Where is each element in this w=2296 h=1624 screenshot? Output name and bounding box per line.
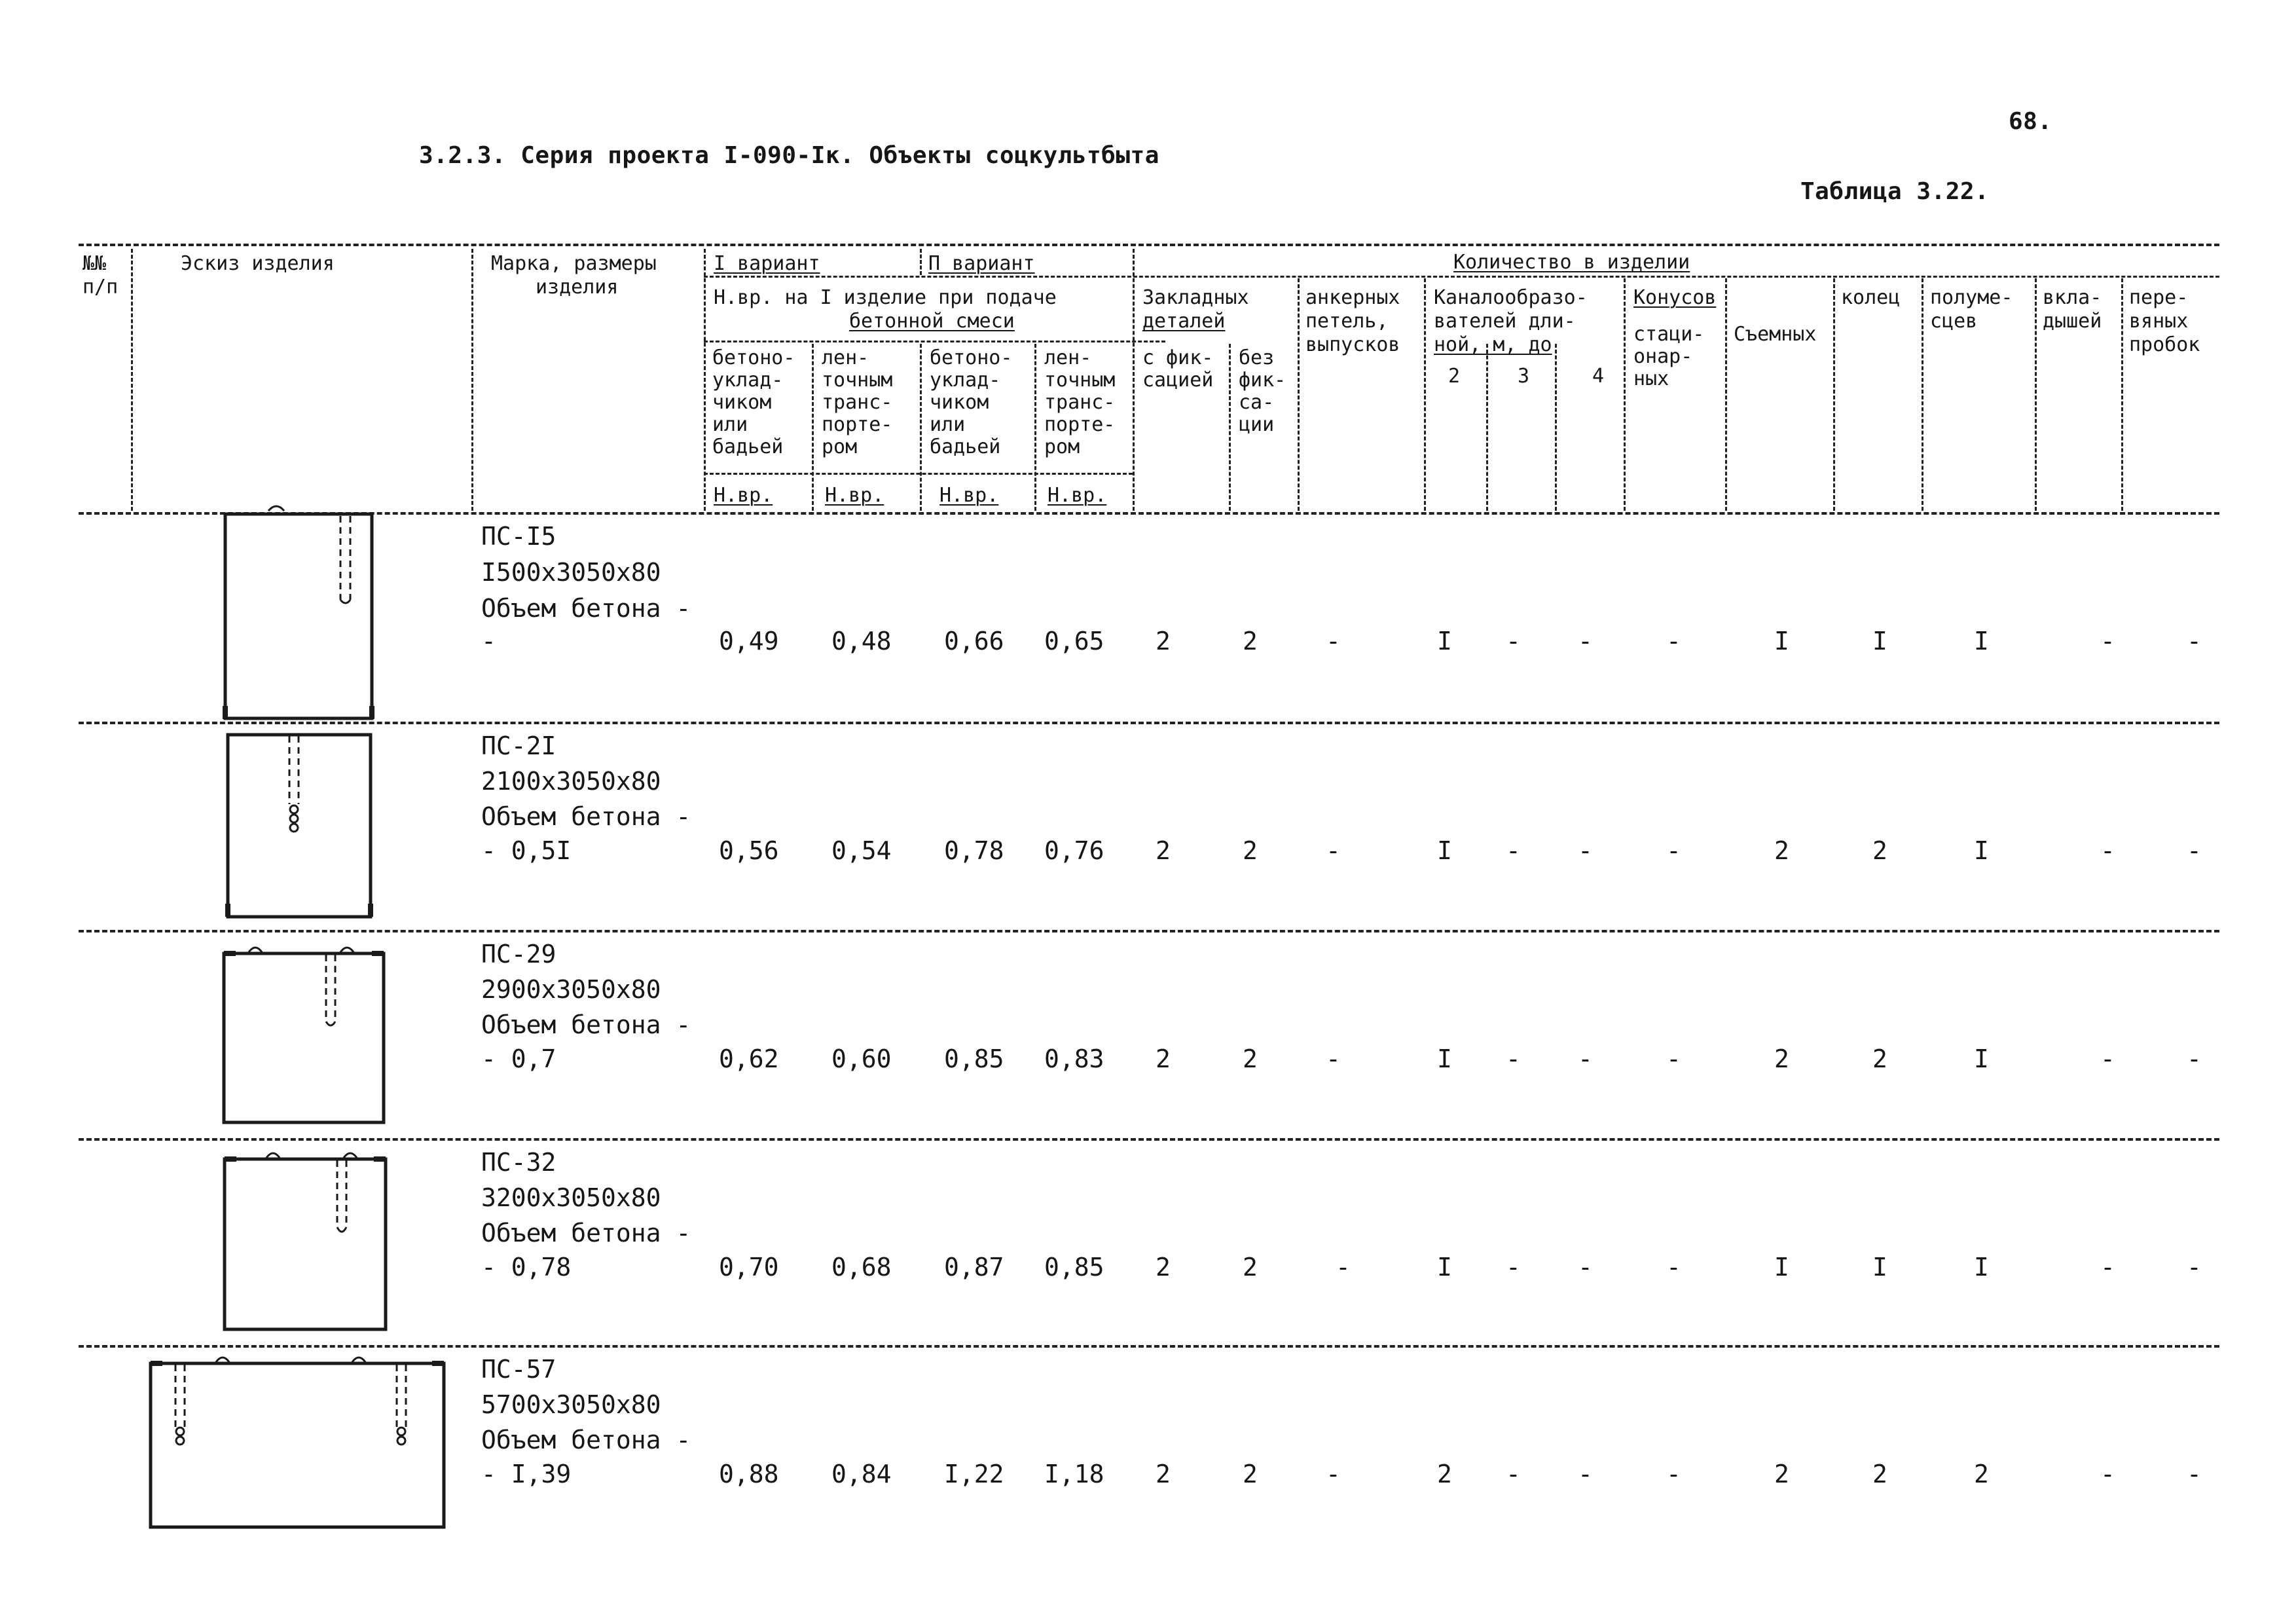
col-divider-mark bbox=[704, 249, 706, 511]
cell-nofix: 2 bbox=[1243, 1044, 1258, 1073]
col-divider-half bbox=[2035, 278, 2037, 511]
hdr-v1a-5: бадьей bbox=[712, 435, 784, 458]
cell-v1a: 0,56 bbox=[719, 836, 779, 865]
cell-stat: - bbox=[1666, 627, 1681, 655]
hdr-inserts-2: дышей bbox=[2043, 310, 2102, 333]
col-divider-rings bbox=[1922, 278, 1923, 511]
row-volume: - I,39 bbox=[481, 1460, 572, 1488]
col-divider-v2a bbox=[1034, 344, 1036, 511]
cell-plugs: - bbox=[2187, 1253, 2202, 1282]
col-divider-num bbox=[131, 249, 133, 511]
row-separator-3 bbox=[79, 1138, 2219, 1141]
hdr-v2a-5: бадьей bbox=[930, 435, 1001, 458]
hdr-num-1: №№ bbox=[82, 252, 107, 275]
hdr-plugs-2: вяных bbox=[2129, 310, 2189, 333]
col-divider-sketch bbox=[471, 249, 473, 511]
hdr-v1b-5: ром bbox=[822, 435, 858, 458]
hdr-norm-2: бетонной смеси bbox=[849, 310, 1015, 333]
cell-v1b: 0,60 bbox=[831, 1044, 892, 1073]
cell-v2b: 0,85 bbox=[1044, 1253, 1104, 1282]
header-rule-2 bbox=[704, 341, 1165, 342]
hdr-unit-v2b: Н.вр. bbox=[1048, 484, 1107, 507]
cell-v2a: I,22 bbox=[944, 1460, 1004, 1488]
cell-anchor: - bbox=[1326, 627, 1341, 655]
col-divider-v1a bbox=[812, 344, 814, 511]
table-label: Таблица 3.22. bbox=[1800, 178, 1990, 205]
hdr-v2b-4: порте- bbox=[1044, 413, 1116, 436]
hdr-num-2: п/п bbox=[82, 276, 118, 299]
hdr-v1b-3: транс- bbox=[822, 391, 893, 414]
row-mark: ПС-I5 bbox=[481, 522, 556, 551]
row-size: 2900x3050x80 bbox=[481, 975, 661, 1004]
hdr-ch3: 3 bbox=[1518, 365, 1530, 388]
row-separator-2 bbox=[79, 930, 2219, 932]
cell-ins: - bbox=[2100, 627, 2115, 655]
hdr-anchor-1: анкерных bbox=[1305, 286, 1400, 309]
page-number: 68. bbox=[2009, 108, 2052, 135]
cell-half: I bbox=[1974, 627, 1989, 655]
hdr-v2b-2: точным bbox=[1044, 369, 1116, 392]
cell-v1b: 0,84 bbox=[831, 1460, 892, 1488]
row-mark: ПС-29 bbox=[481, 940, 556, 969]
cell-rem: I bbox=[1774, 627, 1789, 655]
col-divider-var1-var2 bbox=[920, 249, 922, 275]
cell-v1b: 0,68 bbox=[831, 1253, 892, 1282]
hdr-stat-2: онар- bbox=[1633, 345, 1693, 368]
hdr-channel-3: ной, м, до bbox=[1434, 333, 1552, 356]
cell-nofix: 2 bbox=[1243, 1253, 1258, 1282]
hdr-stat-1: стаци- bbox=[1633, 323, 1705, 346]
hdr-half-2: сцев bbox=[1930, 310, 1978, 333]
header-bottom-border bbox=[79, 512, 2219, 515]
cell-v2a: 0,78 bbox=[944, 836, 1004, 865]
hdr-v1a-4: или bbox=[712, 413, 748, 436]
cell-rings: I bbox=[1872, 1253, 1887, 1282]
hdr-v2a-4: или bbox=[930, 413, 966, 436]
row-mark: ПС-57 bbox=[481, 1355, 556, 1384]
col-divider-rem bbox=[1833, 278, 1835, 511]
row-size: 3200x3050x80 bbox=[481, 1183, 661, 1212]
col-divider-ins bbox=[2121, 278, 2123, 511]
row-volume: - 0,5I bbox=[481, 836, 572, 865]
row-volume-label: Объем бетона - bbox=[481, 1219, 691, 1247]
cell-ins: - bbox=[2100, 1253, 2115, 1282]
hdr-inserts-1: вкла- bbox=[2043, 286, 2102, 309]
hdr-v2a-3: чиком bbox=[930, 391, 989, 414]
hdr-v2a-2: уклад- bbox=[930, 369, 1001, 392]
hdr-stat-3: ных bbox=[1633, 367, 1669, 390]
cell-fix: 2 bbox=[1156, 1044, 1171, 1073]
hdr-embedded-1: Закладных bbox=[1142, 286, 1249, 309]
row-volume-label: Объем бетона - bbox=[481, 594, 691, 623]
cell-ch3: - bbox=[1506, 1460, 1521, 1488]
row-volume-label: Объем бетона - bbox=[481, 1010, 691, 1039]
hdr-cones: Конусов bbox=[1633, 286, 1717, 309]
cell-fix: 2 bbox=[1156, 1253, 1171, 1282]
hdr-sketch: Эскиз изделия bbox=[181, 252, 335, 275]
sketch-ps-21 bbox=[217, 726, 381, 922]
cell-ch3: - bbox=[1506, 1044, 1521, 1073]
cell-plugs: - bbox=[2187, 1460, 2202, 1488]
col-divider-ch2 bbox=[1486, 344, 1488, 511]
row-volume: - bbox=[481, 627, 496, 655]
col-divider-stat bbox=[1725, 278, 1727, 511]
col-divider-ch3 bbox=[1555, 344, 1557, 511]
hdr-v1a-3: чиком bbox=[712, 391, 772, 414]
cell-stat: - bbox=[1666, 836, 1681, 865]
header-rule-3 bbox=[704, 473, 1133, 475]
cell-ch2: I bbox=[1437, 836, 1452, 865]
cell-v2a: 0,87 bbox=[944, 1253, 1004, 1282]
row-volume-label: Объем бетона - bbox=[481, 802, 691, 831]
hdr-plugs-3: пробок bbox=[2129, 333, 2200, 356]
cell-ch2: I bbox=[1437, 1253, 1452, 1282]
hdr-var1: I вариант bbox=[714, 252, 820, 275]
cell-nofix: 2 bbox=[1243, 627, 1258, 655]
cell-ins: - bbox=[2100, 1044, 2115, 1073]
cell-fix: 2 bbox=[1156, 1460, 1171, 1488]
cell-stat: - bbox=[1666, 1044, 1681, 1073]
cell-stat: - bbox=[1666, 1460, 1681, 1488]
cell-nofix: 2 bbox=[1243, 836, 1258, 865]
row-size: I500x3050x80 bbox=[481, 558, 661, 587]
hdr-removable: Съемных bbox=[1734, 323, 1817, 346]
cell-anchor: - bbox=[1326, 836, 1341, 865]
sketch-ps-32 bbox=[213, 1145, 396, 1341]
cell-rem: 2 bbox=[1774, 1044, 1789, 1073]
cell-ch2: I bbox=[1437, 627, 1452, 655]
cell-nofix: 2 bbox=[1243, 1460, 1258, 1488]
row-size: 2100x3050x80 bbox=[481, 767, 661, 796]
cell-v2a: 0,85 bbox=[944, 1044, 1004, 1073]
hdr-v1b-2: точным bbox=[822, 369, 893, 392]
hdr-var2: П вариант bbox=[928, 252, 1035, 275]
hdr-anchor-2: петель, bbox=[1305, 310, 1389, 333]
hdr-mark-2: изделия bbox=[536, 276, 619, 299]
hdr-ch2: 2 bbox=[1448, 365, 1461, 388]
header-rule-1 bbox=[704, 276, 2219, 278]
hdr-half-1: полуме- bbox=[1930, 286, 2013, 309]
cell-ch2: 2 bbox=[1437, 1460, 1452, 1488]
cell-ch4: - bbox=[1578, 836, 1593, 865]
cell-fix: 2 bbox=[1156, 627, 1171, 655]
cell-v1a: 0,62 bbox=[719, 1044, 779, 1073]
cell-rem: 2 bbox=[1774, 1460, 1789, 1488]
hdr-v2b-1: лен- bbox=[1044, 346, 1092, 369]
cell-ins: - bbox=[2100, 836, 2115, 865]
row-mark: ПС-32 bbox=[481, 1148, 556, 1177]
cell-ch4: - bbox=[1578, 627, 1593, 655]
row-separator-1 bbox=[79, 722, 2219, 724]
col-divider-v2b bbox=[1133, 249, 1135, 511]
hdr-v2b-5: ром bbox=[1044, 435, 1080, 458]
col-divider-fix bbox=[1229, 344, 1231, 511]
hdr-nofix-4: ции bbox=[1239, 413, 1275, 436]
hdr-v1a-2: уклад- bbox=[712, 369, 784, 392]
hdr-channel-2: вателей дли- bbox=[1434, 310, 1576, 333]
cell-half: I bbox=[1974, 1044, 1989, 1073]
hdr-v1b-1: лен- bbox=[822, 346, 869, 369]
hdr-anchor-3: выпусков bbox=[1305, 333, 1400, 356]
cell-ch3: - bbox=[1506, 836, 1521, 865]
cell-rings: I bbox=[1872, 627, 1887, 655]
cell-plugs: - bbox=[2187, 836, 2202, 865]
cell-v2b: 0,83 bbox=[1044, 1044, 1104, 1073]
hdr-v1a-1: бетоно- bbox=[712, 346, 795, 369]
hdr-v1b-4: порте- bbox=[822, 413, 893, 436]
cell-v1a: 0,70 bbox=[719, 1253, 779, 1282]
col-divider-anchor bbox=[1424, 278, 1426, 511]
row-volume: - 0,78 bbox=[481, 1253, 572, 1282]
hdr-nofix-1: без bbox=[1239, 346, 1275, 369]
table-top-border bbox=[79, 244, 2219, 246]
cell-half: 2 bbox=[1974, 1460, 1989, 1488]
cell-rings: 2 bbox=[1872, 1460, 1887, 1488]
col-divider-ch4 bbox=[1624, 278, 1626, 511]
sketch-ps-15 bbox=[216, 503, 380, 726]
cell-plugs: - bbox=[2187, 627, 2202, 655]
cell-v2b: 0,76 bbox=[1044, 836, 1104, 865]
hdr-v2b-3: транс- bbox=[1044, 391, 1116, 414]
cell-v1a: 0,49 bbox=[719, 627, 779, 655]
cell-half: I bbox=[1974, 1253, 1989, 1282]
cell-ch4: - bbox=[1578, 1253, 1593, 1282]
hdr-fix-1: с фик- bbox=[1142, 346, 1214, 369]
cell-ch3: - bbox=[1506, 627, 1521, 655]
cell-v1a: 0,88 bbox=[719, 1460, 779, 1488]
hdr-unit-v2a: Н.вр. bbox=[939, 484, 999, 507]
cell-ins: - bbox=[2100, 1460, 2115, 1488]
col-divider-v1b bbox=[920, 344, 922, 511]
hdr-v2a-1: бетоно- bbox=[930, 346, 1013, 369]
hdr-embedded-2: деталей bbox=[1142, 310, 1226, 333]
cell-v2b: 0,65 bbox=[1044, 627, 1104, 655]
cell-ch3: - bbox=[1506, 1253, 1521, 1282]
hdr-ch4: 4 bbox=[1592, 365, 1605, 388]
cell-v2b: I,18 bbox=[1044, 1460, 1104, 1488]
cell-anchor: - bbox=[1336, 1253, 1351, 1282]
cell-v2a: 0,66 bbox=[944, 627, 1004, 655]
row-volume-label: Объем бетона - bbox=[481, 1426, 691, 1454]
cell-ch4: - bbox=[1578, 1460, 1593, 1488]
hdr-norm-1: Н.вр. на I изделие при подаче bbox=[714, 286, 1057, 309]
cell-stat: - bbox=[1666, 1253, 1681, 1282]
cell-ch2: I bbox=[1437, 1044, 1452, 1073]
hdr-qty: Количество в изделии bbox=[1453, 251, 1690, 274]
hdr-mark-1: Марка, размеры bbox=[491, 252, 657, 275]
section-title: 3.2.3. Серия проекта I-090-Iк. Объекты соцкультбыта bbox=[419, 142, 1159, 169]
cell-plugs: - bbox=[2187, 1044, 2202, 1073]
cell-v1b: 0,48 bbox=[831, 627, 892, 655]
hdr-nofix-3: са- bbox=[1239, 391, 1275, 414]
cell-anchor: - bbox=[1326, 1460, 1341, 1488]
hdr-unit-v1b: Н.вр. bbox=[825, 484, 884, 507]
cell-rem: I bbox=[1774, 1253, 1789, 1282]
cell-rings: 2 bbox=[1872, 1044, 1887, 1073]
hdr-unit-v1a: Н.вр. bbox=[714, 484, 773, 507]
cell-v1b: 0,54 bbox=[831, 836, 892, 865]
hdr-rings: колец bbox=[1841, 286, 1901, 309]
row-size: 5700x3050x80 bbox=[481, 1390, 661, 1419]
row-volume: - 0,7 bbox=[481, 1044, 556, 1073]
sketch-ps-57 bbox=[144, 1352, 452, 1541]
cell-anchor: - bbox=[1326, 1044, 1341, 1073]
cell-half: I bbox=[1974, 836, 1989, 865]
cell-fix: 2 bbox=[1156, 836, 1171, 865]
hdr-plugs-1: пере- bbox=[2129, 286, 2189, 309]
row-mark: ПС-2I bbox=[481, 731, 556, 760]
hdr-fix-2: сацией bbox=[1142, 369, 1214, 392]
cell-ch4: - bbox=[1578, 1044, 1593, 1073]
hdr-nofix-2: фик- bbox=[1239, 369, 1286, 392]
cell-rem: 2 bbox=[1774, 836, 1789, 865]
cell-rings: 2 bbox=[1872, 836, 1887, 865]
hdr-channel-1: Каналообразо- bbox=[1434, 286, 1588, 309]
row-separator-4 bbox=[79, 1345, 2219, 1348]
sketch-ps-29 bbox=[210, 936, 393, 1133]
col-divider-nofix bbox=[1298, 278, 1300, 511]
